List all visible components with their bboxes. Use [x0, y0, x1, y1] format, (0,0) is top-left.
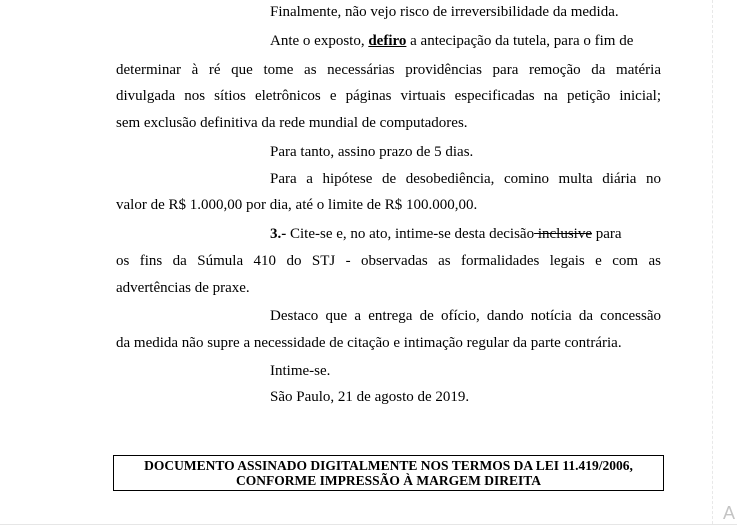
- margin-guide: [712, 0, 713, 524]
- paragraph-irreversibility: Finalmente, não vejo risco de irreversibilidade da medida.: [270, 4, 619, 20]
- corner-glyph: A: [722, 503, 735, 523]
- paragraph-decision-line-3: divulgada nos sítios eletrônicos e páginas virtuais especificadas na petição inicial;: [116, 88, 661, 104]
- digital-signature-notice: [113, 455, 664, 491]
- decision-intro-text: Ante o exposto,: [270, 33, 369, 49]
- decision-keyword: defiro: [368, 33, 407, 49]
- signature-notice-line-2: CONFORME IMPRESSÃO À MARGEM DIREITA: [235, 473, 541, 488]
- signature-notice-line-1: DOCUMENTO ASSINADO DIGITALMENTE NOS TERMOS DA LEI 11.419/2006,: [144, 458, 633, 473]
- paragraph-decision-line-4: sem exclusão definitiva da rede mundial de computadores.: [116, 115, 468, 131]
- paragraph-citation-line-1: [270, 225, 622, 243]
- citation-struck-segment: inclusive: [534, 226, 592, 242]
- citation-text-b: para: [592, 226, 622, 242]
- decision-rest-text: a antecipação da tutela, para o fim de: [406, 33, 634, 49]
- paragraph-office-notice-line-2: da medida não supre a necessidade de citação e intimação regular da parte contrária.: [116, 335, 622, 351]
- paragraph-office-notice-line-1: Destaco que a entrega de ofício, dando notícia da concessão: [270, 308, 661, 324]
- paragraph-intime: Intime-se.: [270, 363, 331, 379]
- paragraph-fine-line-1: Para a hipótese de desobediência, comino multa diária no: [270, 171, 661, 187]
- paragraph-citation-line-3: advertências de praxe.: [116, 280, 250, 296]
- paragraph-citation-line-2: os fins da Súmula 410 do STJ - observadas as formalidades legais e com as: [116, 253, 661, 269]
- date-line: São Paulo, 21 de agosto de 2019.: [270, 389, 470, 405]
- paragraph-decision-line-2: determinar à ré que tome as necessárias providências para remoção da matéria: [116, 62, 661, 78]
- page-edge-divider: [0, 524, 737, 525]
- paragraph-deadline: Para tanto, assino prazo de 5 dias.: [270, 144, 474, 160]
- item-number: 3.-: [270, 226, 287, 242]
- paragraph-decision-line-1: [270, 32, 633, 50]
- citation-text-a: Cite-se e, no ato, intime-se desta decisão: [286, 226, 535, 242]
- paragraph-fine-line-2: valor de R$ 1.000,00 por dia, até o limite de R$ 100.000,00.: [116, 197, 478, 213]
